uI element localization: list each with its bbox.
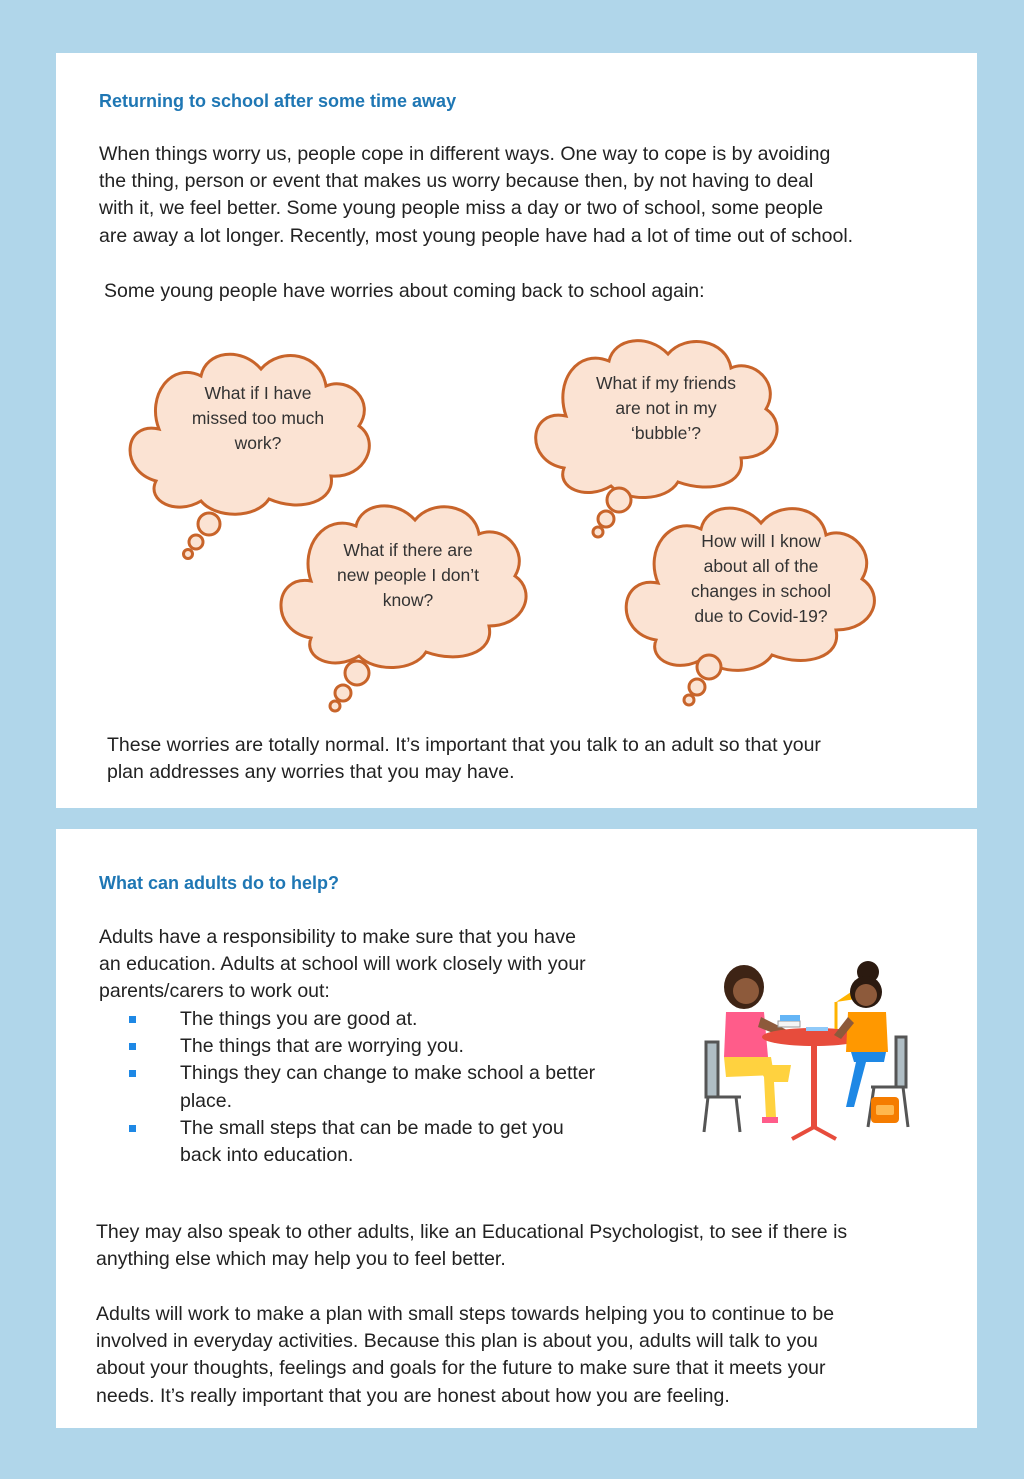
text-line: needs. It’s really important that you are honest about how you are feeling.	[96, 1384, 730, 1407]
square-bullet-icon	[129, 1016, 136, 1023]
text-line: parents/carers to work out:	[99, 980, 330, 1003]
list-item	[99, 1033, 659, 1060]
text-line: plan addresses any worries that you may have.	[107, 761, 515, 784]
thought-cloud	[271, 496, 571, 711]
text-line: are not in my	[615, 398, 717, 418]
text-line: What if I have	[204, 383, 312, 403]
other-adults-paragraph	[96, 1219, 847, 1273]
intro-paragraph	[99, 924, 586, 1006]
section-heading: Returning to school after some time away	[99, 91, 457, 111]
cloud-text	[676, 529, 846, 629]
adult-figure	[724, 965, 791, 1123]
text-line: the thing, person or event that makes us worry because then, by not having to deal	[99, 170, 814, 193]
text-line: work?	[234, 433, 282, 453]
text-line: The things you are good at.	[180, 1008, 418, 1030]
text-line: How will I know	[701, 531, 821, 551]
square-bullet-icon	[129, 1125, 136, 1132]
text-line: know?	[382, 590, 434, 610]
text-line: The things that are worrying you.	[180, 1035, 464, 1058]
text-line: involved in everyday activities. Because this plan is about you, adults will talk to you	[96, 1330, 818, 1353]
text-line: an education. Adults at school will work closely with your	[99, 953, 586, 976]
adults-help-panel	[56, 829, 977, 1428]
text-line: place.	[180, 1089, 233, 1112]
text-line: new people I don’t	[336, 565, 480, 585]
text-line: The small steps that can be made to get you	[180, 1116, 564, 1139]
closing-paragraph	[107, 732, 821, 786]
text-line: They may also speak to other adults, like an Educational Psychologist, to see if there is	[96, 1221, 848, 1243]
worries-panel	[56, 53, 977, 808]
backpack	[871, 1097, 899, 1123]
text-line: anything else which may help you to feel better.	[96, 1248, 506, 1271]
text-line: These worries are totally normal. It’s important that you talk to an adult so that your	[107, 734, 821, 756]
text-line: Things they can change to make school a better	[180, 1062, 596, 1085]
text-line: What if there are	[343, 540, 473, 560]
text-line: Adults will work to make a plan with small steps towards helping you to continue to be	[96, 1303, 835, 1325]
square-bullet-icon	[129, 1043, 136, 1050]
text-line: back into education.	[180, 1144, 354, 1167]
bullet-list	[99, 1006, 659, 1169]
text-line: Adults have a responsibility to make sure that you have	[99, 926, 576, 948]
text-line: due to Covid-19?	[694, 606, 828, 626]
section-heading: What can adults do to help?	[99, 873, 339, 893]
list-item	[99, 1006, 659, 1033]
text-line: When things worry us, people cope in different ways. One way to cope is by avoiding	[99, 143, 831, 165]
text-line: changes in school	[690, 581, 832, 601]
child-figure	[834, 961, 888, 1107]
worries-intro: Some young people have worries about coming back to school again:	[104, 280, 705, 302]
cloud-text	[323, 538, 493, 613]
cloud-text	[581, 371, 751, 446]
intro-paragraph	[99, 141, 853, 250]
text-line: about all of the	[703, 556, 819, 576]
list-item	[99, 1060, 659, 1114]
square-bullet-icon	[129, 1070, 136, 1077]
cloud-text	[173, 381, 343, 456]
text-line: missed too much	[191, 408, 325, 428]
thought-cloud	[616, 505, 926, 715]
adult-child-at-table-illustration	[696, 957, 926, 1142]
text-line: about your thoughts, feelings and goals for the future to make sure that it meets your	[96, 1357, 826, 1380]
plan-paragraph	[96, 1301, 834, 1410]
text-line: ‘bubble’?	[630, 423, 702, 443]
text-line: What if my friends	[595, 373, 737, 393]
list-item	[99, 1115, 659, 1169]
text-line: with it, we feel better. Some young people miss a day or two of school, some people	[99, 197, 824, 220]
text-line: are away a lot longer. Recently, most young people have had a lot of time out of school.	[99, 224, 854, 247]
